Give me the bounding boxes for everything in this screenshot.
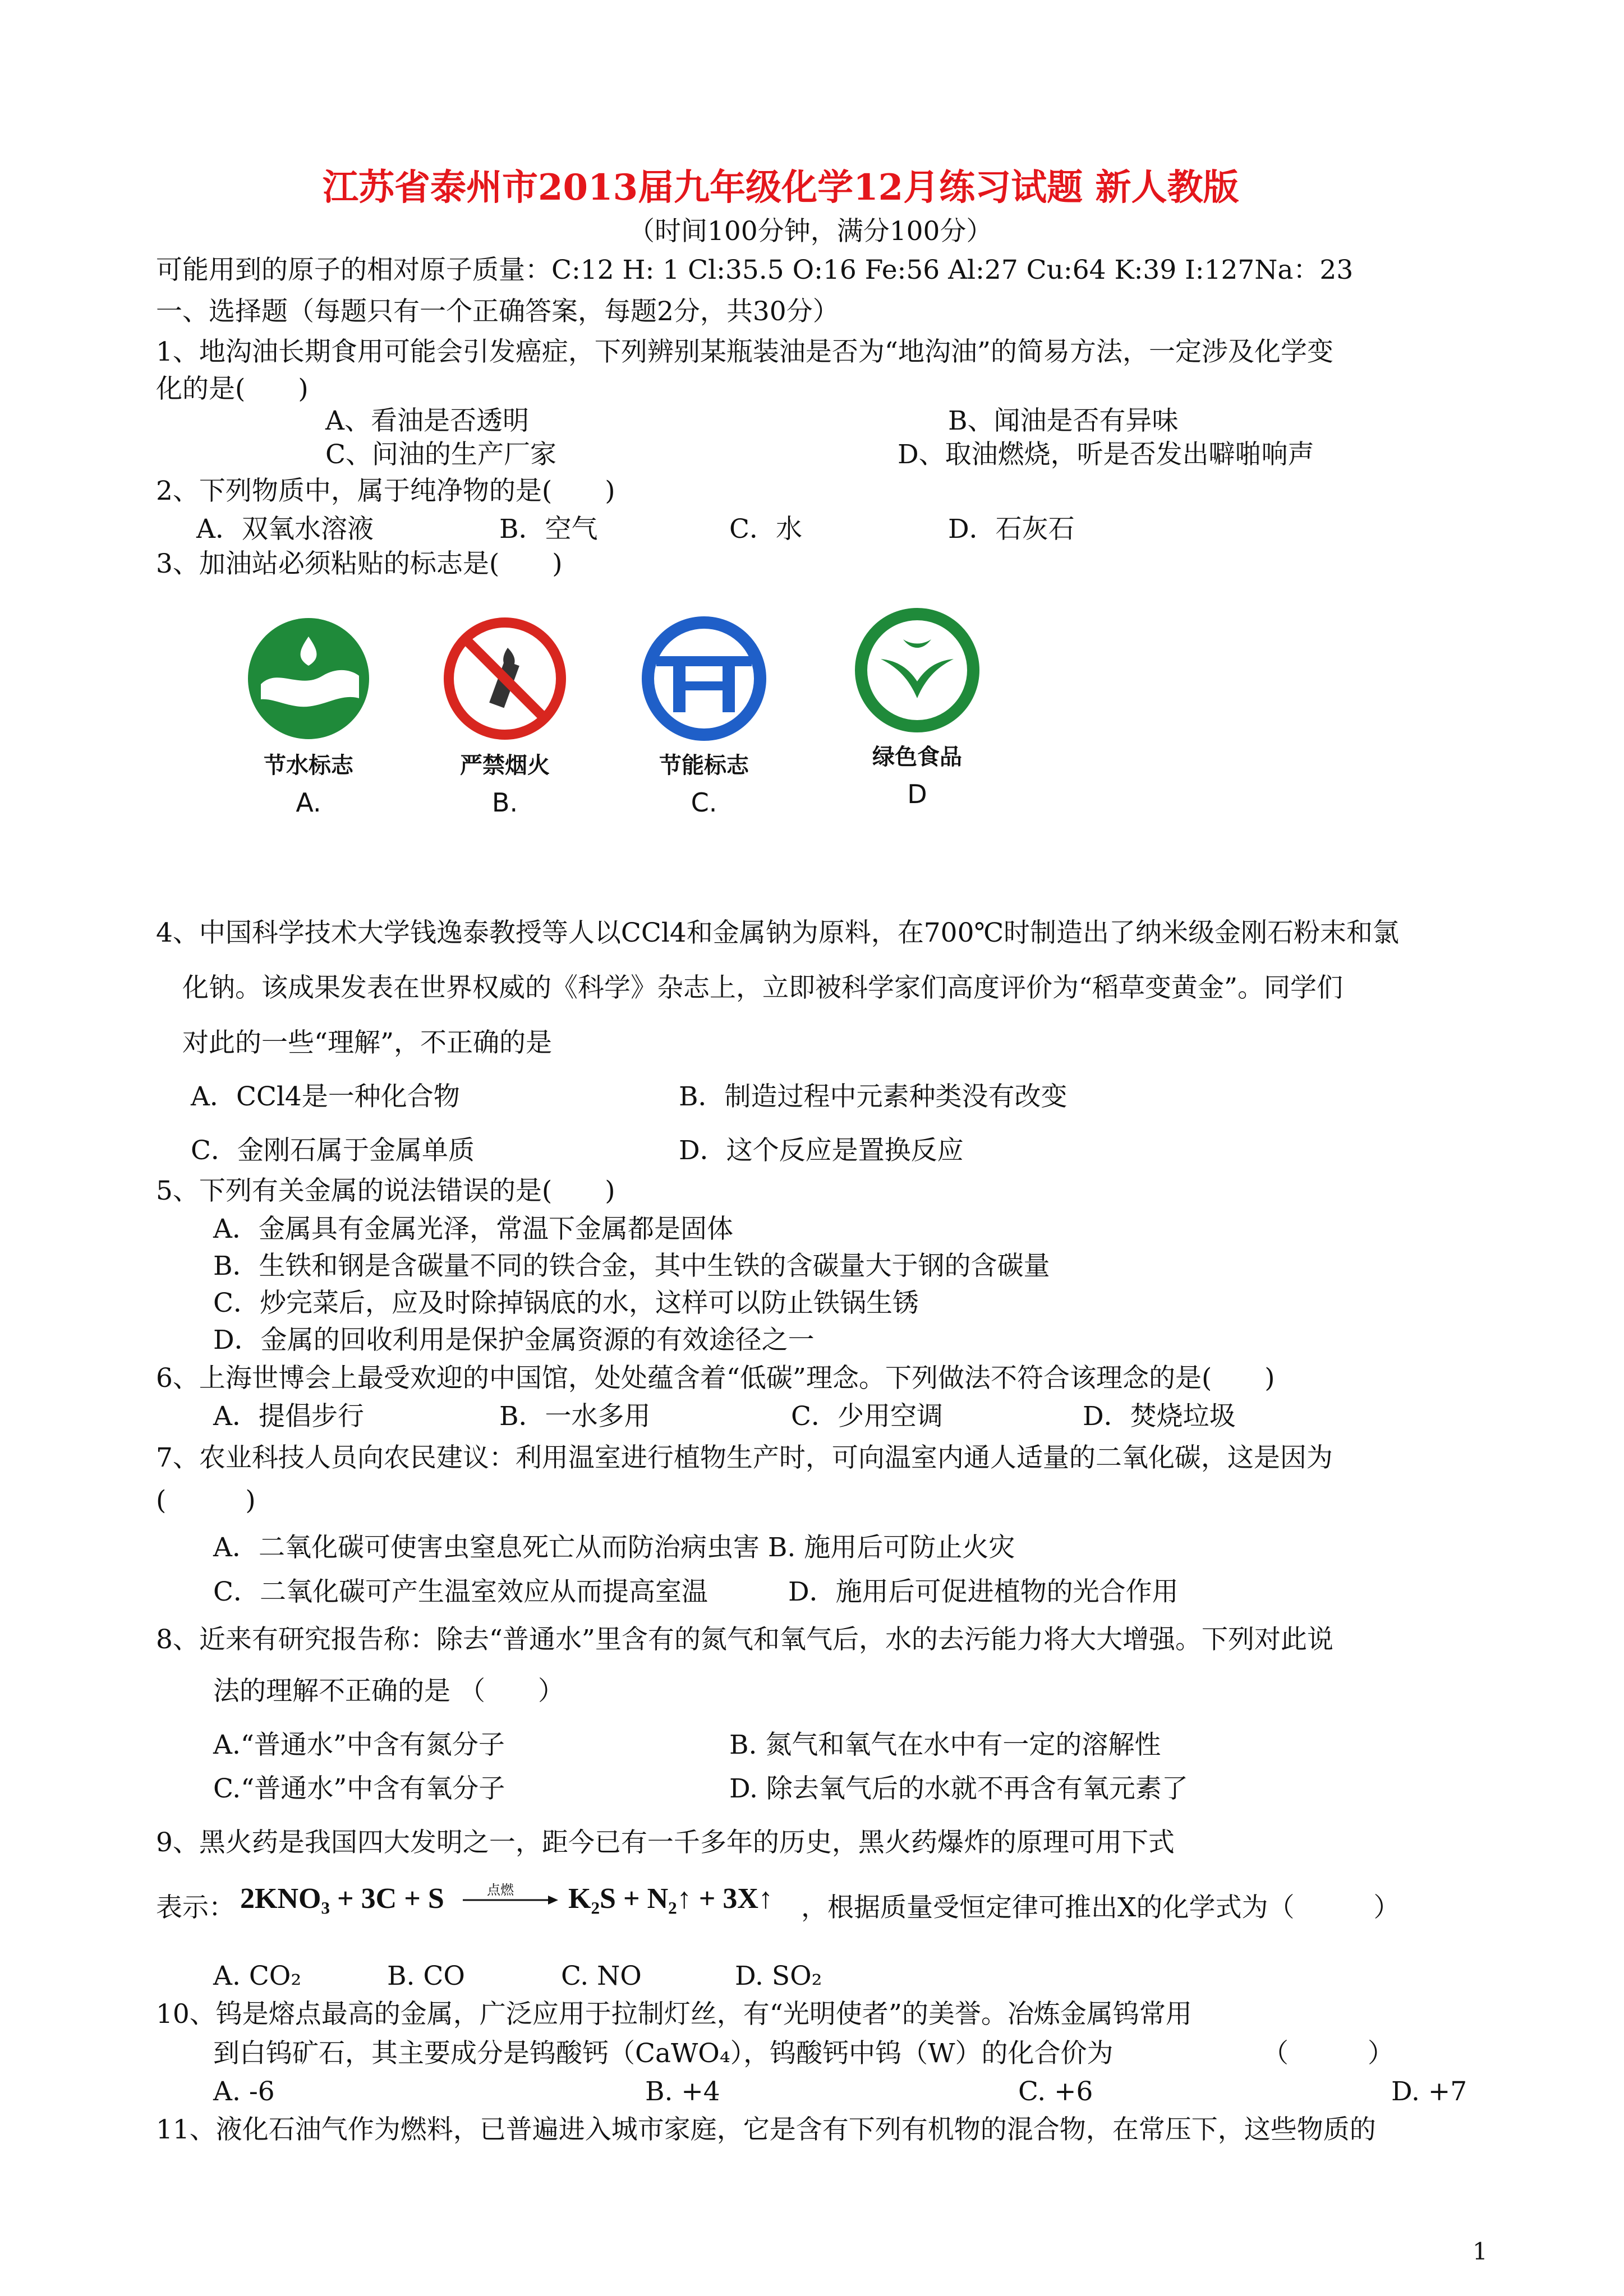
q4-option-b: B．制造过程中元素种类没有改变 [679, 1081, 1068, 1112]
sign-caption: 节水标志 [264, 753, 353, 778]
q2-option-b: B．空气 [499, 514, 598, 545]
atomic-masses: 可能用到的原子的相对原子质量：C:12 H: 1 Cl:35.5 O:16 Fe:56 Al:27 Cu:64 K:39 I:127Na：23 [156, 255, 1354, 285]
sign-letter: A. [296, 787, 321, 818]
q5-option-c: C．炒完菜后，应及时除掉锅底的水，这样可以防止铁锅生锈 [213, 1288, 919, 1318]
q8-stem: 8、近来有研究报告称：除去“普通水”里含有的氮气和氧气后，水的去污能力将大大增强。下列对此说 [156, 1624, 1333, 1655]
no-fire-icon [435, 614, 575, 743]
sign-letter: B. [491, 787, 518, 818]
sign-caption: 严禁烟火 [460, 753, 550, 778]
q9-option-c: C. NO [561, 1961, 642, 1991]
q10-answer-paren: （ ） [1262, 2038, 1394, 2069]
q1-option-a: A、看油是否透明 [325, 405, 529, 436]
sign-letter: D [907, 779, 927, 809]
q10-option-a: A. -6 [213, 2076, 275, 2107]
sign-b [435, 614, 575, 818]
q6-option-a: A．提倡步行 [213, 1401, 364, 1432]
q8-stem-cont: 法的理解不正确的是 （ ） [213, 1676, 564, 1707]
q2-option-a: A．双氧水溶液 [196, 514, 374, 545]
sign-caption: 绿色食品 [872, 744, 962, 770]
q10-option-c: C. +6 [1018, 2076, 1093, 2107]
q5-option-d: D．金属的回收利用是保护金属资源的有效途径之一 [213, 1325, 815, 1356]
q11-stem: 11、液化石油气作为燃料，已普遍进入城市家庭，它是含有下列有机物的混合物，在常压下，这些物质的 [156, 2114, 1376, 2145]
q4-option-a: A．CCl4是一种化合物 [191, 1081, 460, 1112]
q4-stem-cont: 化钠。该成果发表在世界权威的《科学》杂志上，立即被科学家们高度评价为“稻草变黄金”。同学们 [182, 972, 1344, 1003]
q6-option-b: B．一水多用 [499, 1401, 651, 1432]
sign-letter: C. [691, 787, 717, 818]
green-food-icon [847, 606, 987, 735]
q9-prefix: 表示： [156, 1892, 235, 1923]
q9-reaction-arrow [462, 1880, 560, 1914]
q4-option-c: C．金刚石属于金属单质 [191, 1135, 475, 1166]
q4-option-d: D．这个反应是置换反应 [679, 1135, 964, 1166]
q6-stem: 6、上海世博会上最受欢迎的中国馆，处处蕴含着“低碳”理念。下列做法不符合该理念的是( ) [156, 1363, 1275, 1394]
q1-stem: 1、地沟油长期食用可能会引发癌症，下列辨别某瓶装油是否为“地沟油”的简易方法，一定涉及化学变 [156, 336, 1333, 367]
q9-option-b: B. CO [387, 1961, 465, 1991]
q5-option-a: A．金属具有金属光泽，常温下金属都是固体 [213, 1214, 733, 1244]
q4-stem-cont2: 对此的一些“理解”，不正确的是 [182, 1027, 553, 1058]
energy-saving-icon [634, 614, 774, 743]
q7-option-d: D．施用后可促进植物的光合作用 [788, 1576, 1179, 1607]
q5-stem: 5、下列有关金属的说法错误的是( ) [156, 1175, 615, 1206]
q7-option-c: C．二氧化碳可产生温室效应从而提高室温 [213, 1576, 708, 1607]
q9-condition: 点燃 [487, 1882, 514, 1898]
sign-d [847, 606, 987, 809]
q9-equation-left: 2KNO₃ + 3C + S [240, 1883, 444, 1915]
page-subtitle: （时间100分钟，满分100分） [628, 216, 993, 247]
q8-option-c: C.“普通水”中含有氧分子 [213, 1773, 505, 1804]
q1-option-b: B、闻油是否有异味 [948, 405, 1179, 436]
q9-option-a: A. CO₂ [213, 1961, 302, 1991]
q7-option-ab: A．二氧化碳可使害虫窒息死亡从而防治病虫害 B. 施用后可防止火灾 [213, 1532, 1015, 1563]
q9-option-d: D. SO₂ [735, 1961, 822, 1991]
q5-option-b: B．生铁和钢是含碳量不同的铁合金，其中生铁的含碳量大于钢的含碳量 [213, 1251, 1050, 1281]
q2-option-c: C．水 [729, 514, 802, 545]
page-title: 江苏省泰州市2013届九年级化学12月练习试题 新人教版 [323, 167, 1239, 209]
q6-option-d: D．焚烧垃圾 [1083, 1401, 1236, 1432]
q2-stem: 2、下列物质中，属于纯净物的是( ) [156, 476, 615, 506]
water-saving-icon [238, 614, 379, 743]
q4-stem: 4、中国科学技术大学钱逸泰教授等人以CCl4和金属钠为原料，在700℃时制造出了纳米级金刚石粉末和氯 [156, 918, 1400, 948]
q9-suffix: ，根据质量受恒定律可推出X的化学式为（ ） [801, 1892, 1400, 1923]
q9-stem: 9、黑火药是我国四大发明之一，距今已有一千多年的历史，黑火药爆炸的原理可用下式 [156, 1827, 1175, 1858]
q10-stem-cont: 到白钨矿石，其主要成分是钨酸钙（CaWO₄），钨酸钙中钨（W）的化合价为 [213, 2038, 1114, 2069]
q8-option-d: D. 除去氧气后的水就不再含有氧元素了 [729, 1773, 1188, 1804]
q9-equation-right: K₂S + N₂↑ + 3X↑ [568, 1883, 773, 1915]
section-heading: 一、选择题（每题只有一个正确答案，每题2分，共30分） [156, 296, 839, 327]
q1-stem-cont: 化的是( ) [156, 374, 309, 404]
q1-option-c: C、问油的生产厂家 [325, 439, 556, 470]
sign-c [634, 614, 774, 818]
q10-option-d: D. +7 [1391, 2076, 1467, 2107]
q7-stem-cont: ( ) [156, 1485, 256, 1516]
q8-option-b: B. 氮气和氧气在水中有一定的溶解性 [729, 1730, 1161, 1760]
q6-option-c: C．少用空调 [791, 1401, 943, 1432]
q10-stem: 10、钨是熔点最高的金属，广泛应用于拉制灯丝，有“光明使者”的美誉。冶炼金属钨常用 [156, 1999, 1192, 2030]
q7-stem: 7、农业科技人员向农民建议：利用温室进行植物生产时，可向温室内通人适量的二氧化碳，这是因为 [156, 1442, 1333, 1473]
sign-a [238, 614, 379, 818]
q3-stem: 3、加油站必须粘贴的标志是( ) [156, 548, 563, 579]
q10-option-b: B. +4 [645, 2076, 720, 2107]
q8-option-a: A.“普通水”中含有氮分子 [213, 1730, 505, 1760]
page-number: 1 [1473, 2238, 1488, 2265]
q2-option-d: D．石灰石 [948, 514, 1075, 545]
sign-caption: 节能标志 [659, 753, 749, 778]
q1-option-d: D、取油燃烧，听是否发出噼啪响声 [898, 439, 1314, 470]
